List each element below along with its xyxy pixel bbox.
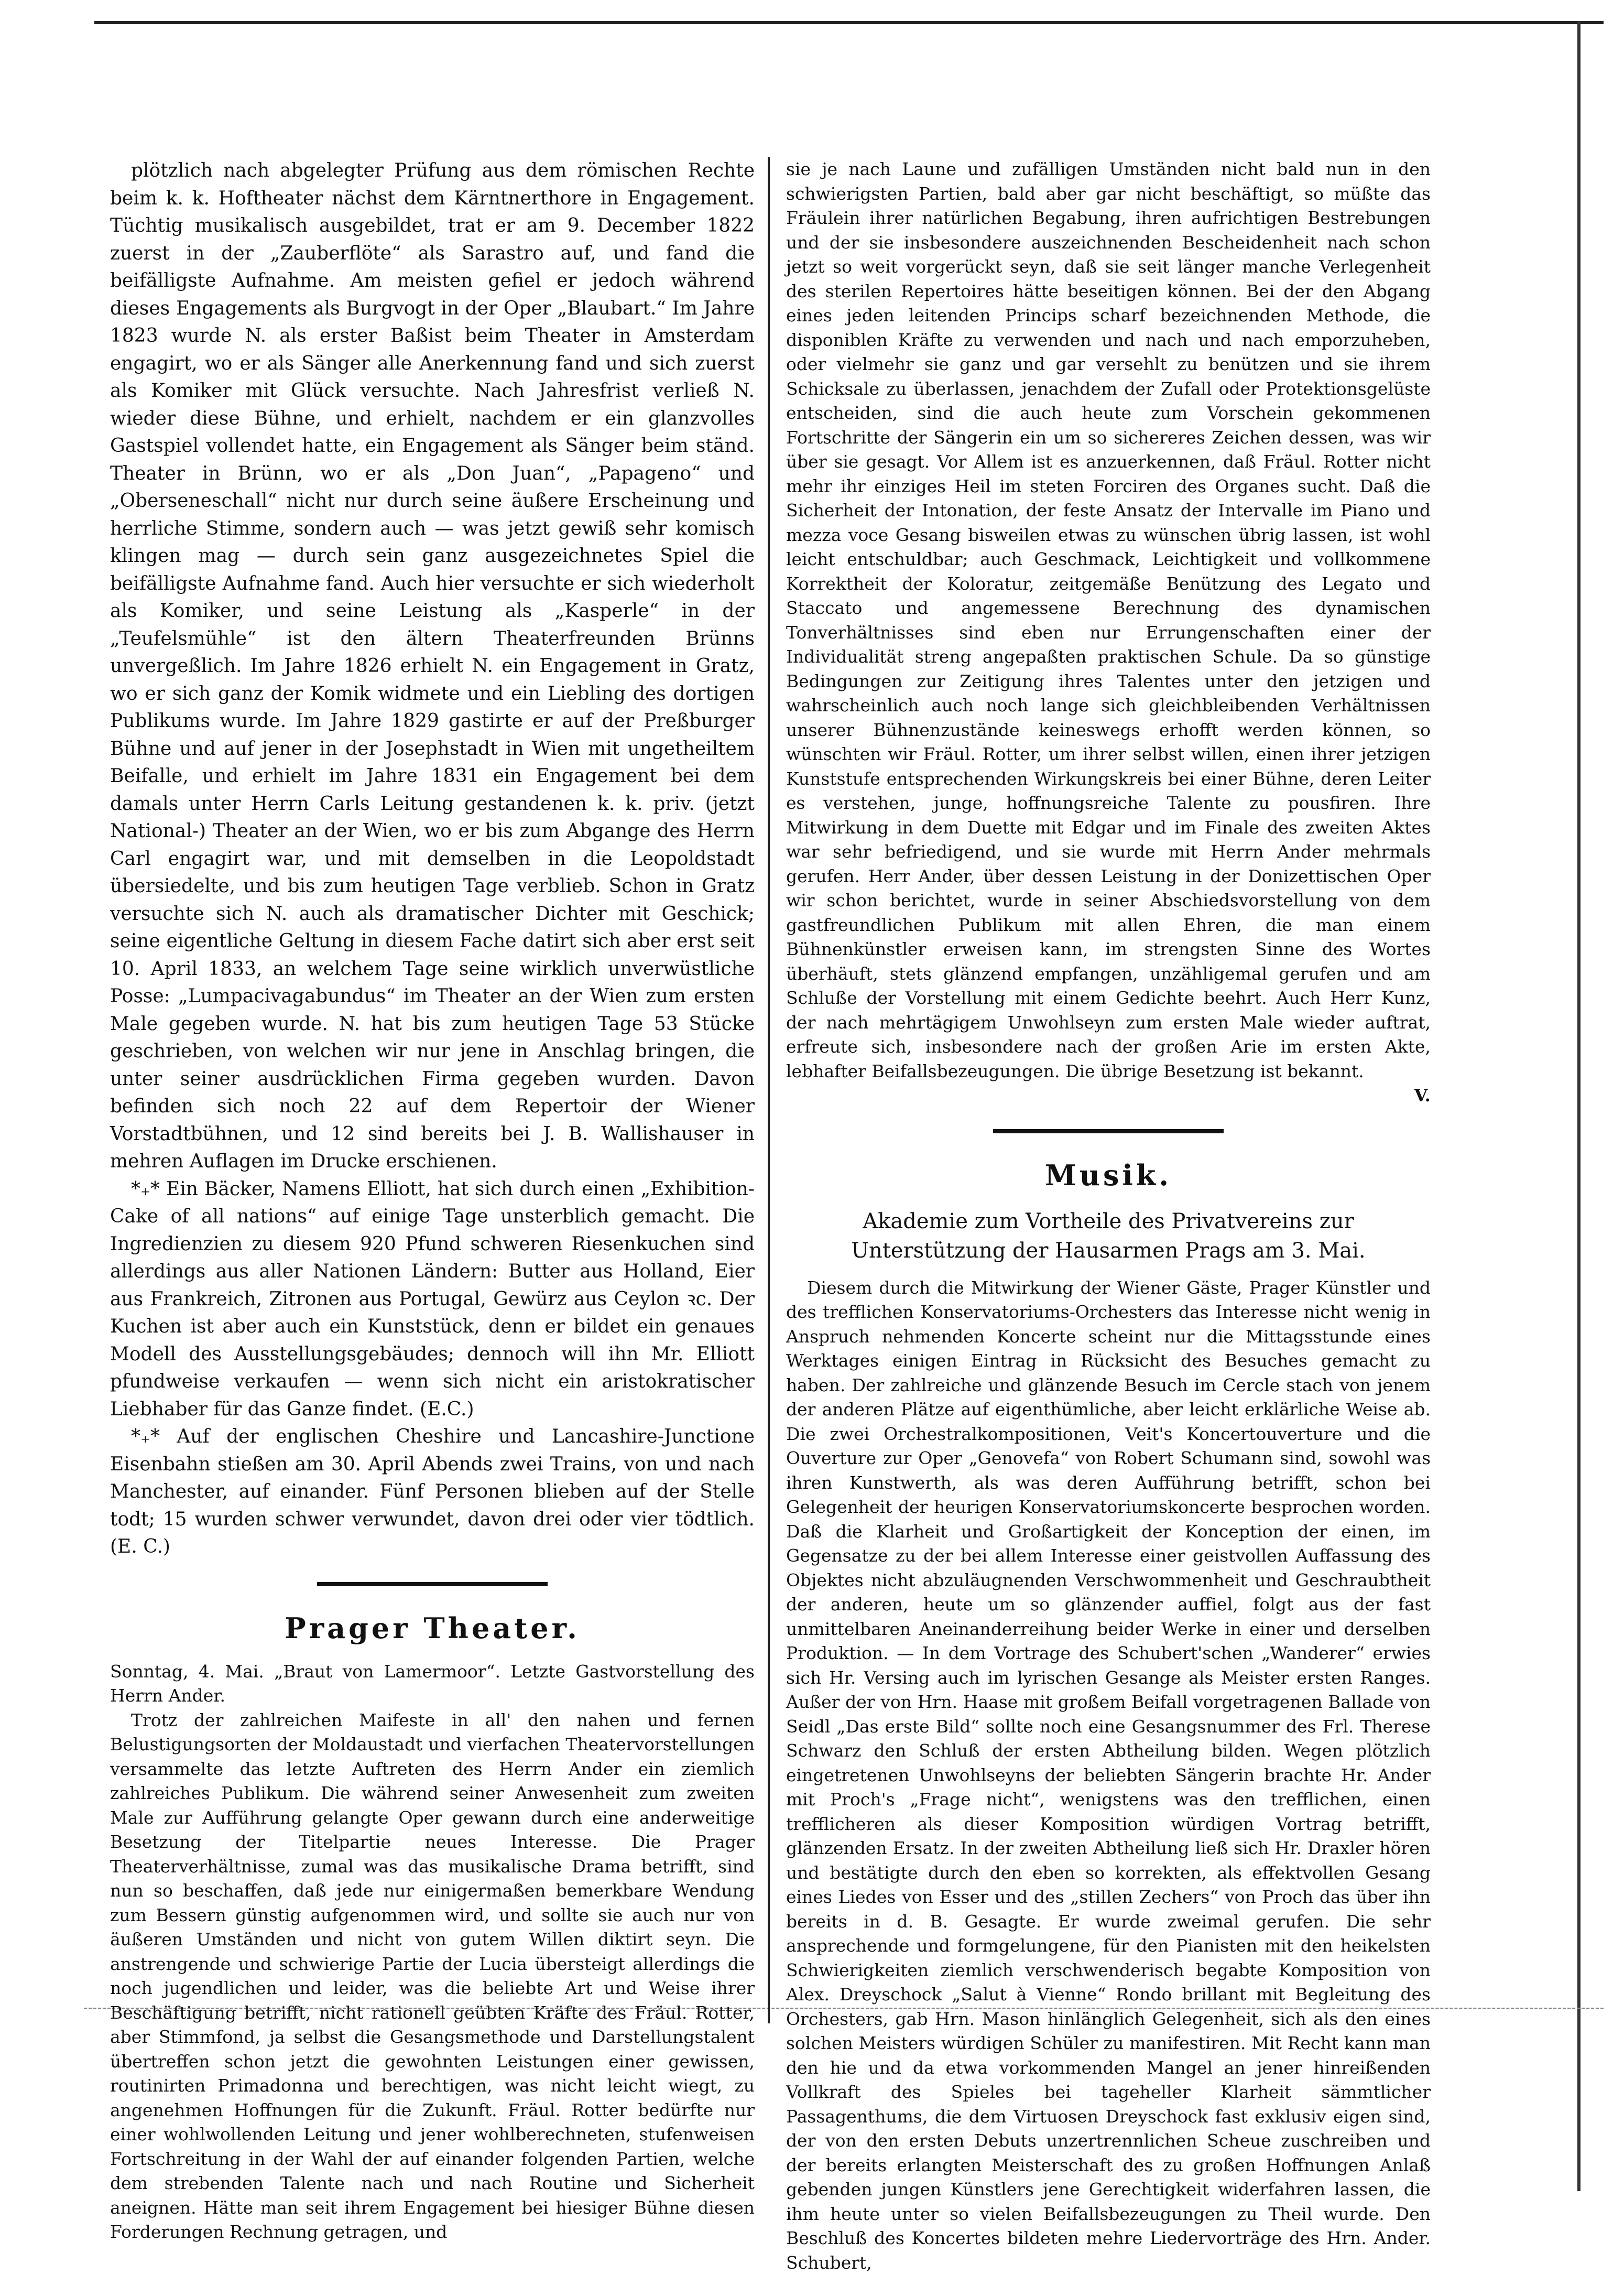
section-divider-right [993,1129,1224,1133]
theater-review-continued: sie je nach Laune und zufälligen Umständen nicht bald nun in den schwierigsten Partien, bald aber gar nicht beschäftigt, so müßte das Fräulein ihrer natürlichen Begabung, ihren aufrichtigen Bestrebungen und der sie insbesondere auszeichnenden Bescheidenheit nach schon jetzt so weit vorgerückt seyn, daß sie seit länger manche Verlegenheit des sterilen Repertoires hätte beseitigen können. Bei der den Abgang eines jeden leitenden Princips scharf bezeichnenden Methode, die disponiblen Kräfte zu verwenden und nach und nach emporzuheben, oder vielmehr sie ganz und gar versehlt zu benützen und sie ihrem Schicksale zu überlassen, jenachdem der Zufall oder Protektionsgelüste entscheiden, sind die auch heute zum Vorschein gekommenen Fortschritte der Sängerin ein um so sichereres Zeichen dessen, was wir über sie gesagt. Vor Allem ist es anzuerkennen, daß Fräul. Rotter nicht mehr ihr einziges Heil im steten Forciren des Organes sucht. Daß die Sicherheit der Intonation, der feste Ansatz der Intervalle im Piano und mezza voce Gesang bisweilen etwas zu wünschen übrig lassen, ist wohl leicht entschuldbar; auch Geschmack, Leichtigkeit und vollkommene Korrektheit der Koloratur, zeitgemäße Benützung des Legato und Staccato und angemessene Berechnung des dynamischen Tonverhältnisses sind eben nur Errungenschaften einer der Individualität streng angepaßten praktischen Schule. Da so günstige Bedingungen zur Zeitigung ihres Talentes unter den jetzigen und wahrscheinlich auch noch lange sich gleichbleibenden Verhältnissen unserer Bühnenzustände keineswegs erhofft werden können, so wünschten wir Fräul. Rotter, um ihrer selbst willen, einen ihrer jetzigen Kunststufe entsprechenden Wirkungskreis bei einer Bühne, deren Leiter es verstehen, junge, hoffnungsreiche Talente zu pousfiren. Ihre Mitwirkung in dem Duette mit Edgar und im Finale des zweiten Aktes war sehr befriedigend, und sie wurde mit Herrn Ander mehrmals gerufen. Herr Ander, über dessen Leistung in der Donizettischen Oper wir schon berichtet, wurde in seiner Abschiedsvorstellung von dem gastfreundlichen Publikum mit allen Ehren, die man einem Bühnenkünstler erweisen kann, im strengsten Sinne des Wortes überhäuft, stets glänzend empfangen, unzähligemal gerufen und am Schluße der Vorstellung mit einem Gedichte beehrt. Auch Herr Kunz, der nach mehrtägigem Unwohlseyn zum ersten Male wieder auftrat, erfreute sich, insbesondere nach der großen Arie im ersten Akte, lebhafter Beifallsbezeugungen. Die übrige Besetzung ist bekannt. [786,157,1431,1084]
review-signature: V. [786,1084,1431,1108]
left-column [110,157,755,2245]
right-column [786,157,1431,2275]
music-review: Diesem durch die Mitwirkung der Wiener Gäste, Prager Künstler und des trefflichen Konservatoriums-Orchesters das Interesse nicht wenig in Anspruch nehmenden Koncerte scheint nur die Mittagsstunde eines Werktages einigen Eintrag in Rücksicht des Besuches gemacht zu haben. Der zahlreiche und glänzende Besuch im Cercle stach von jenem der anderen Plätze auf eigenthümliche, aber leicht erklärliche Weise ab. Die zwei Orchestralkompositionen, Veit's Koncertouverture und die Ouverture zur Oper „Genovefa“ von Robert Schumann sind, sowohl was ihren Kunstwerth, als was deren Aufführung betrifft, schon bei Gelegenheit der heurigen Konservatoriumskoncerte besprochen worden. Daß die Klarheit und Großartigkeit der Konception der einen, im Gegensatze zu der bei allem Interesse einer geistvollen Auffassung des Objektes nicht abzuläugnenden Verschwommenheit und Geschraubtheit der anderen, heute um so glänzender auffiel, folgt aus der fast unmittelbaren Aneinanderreihung beider Werke in einer und derselben Produktion. — In dem Vortrage des Schubert'schen „Wanderer“ erwies sich Hr. Versing auch im lyrischen Gesange als Meister ersten Ranges. Außer der von Hrn. Haase mit großem Beifall vorgetragenen Ballade von Seidl „Das erste Bild“ sollte noch eine Gesangsnummer des Frl. Therese Schwarz den Schluß der ersten Abtheilung bilden. Wegen plötzlich eingetretenen Unwohlseyns der beliebten Sängerin brachte Hr. Ander mit Proch's „Frage nicht“, wenigstens was den trefflichen, einen trefflicheren als dieser Komposition würdigen Vortrag betrifft, glänzenden Ersatz. In der zweiten Abtheilung ließ sich Hr. Draxler hören und bestätigte durch den eben so korrekten, als effektvollen Gesang eines Liedes von Esser und des „stillen Zechers“ von Proch das über ihn bereits in d. B. Gesagte. Er wurde zweimal gerufen. Die sehr ansprechende und formgelungene, für den Pianisten mit den heikelsten Schwierigkeiten ziemlich verschwenderisch begabte Komposition von Alex. Dreyschock „Salut à Vienne“ Rondo brillant mit Begleitung des Orchesters, gab Hrn. Mason hinlänglich Gelegenheit, sich als den eines solchen Meisters würdigen Schüler zu manifestiren. Mit Recht kann man den hie und da etwa vorkommenden Mangel an jener hinreißenden Vollkraft des Spieles bei tageheller Klarheit sämmtlicher Passagenthums, die dem Virtuosen Dreyschock fast exklusiv eigen sind, der von den ersten Debuts unzertrennlichen Scheue zuschreiben und der bereits erlangten Meisterschaft des zu großen Hoffnungen Anlaß gebenden jungen Künstlers jene Gerechtigkeit widerfahren lassen, die ihm heute unter so vielen Beifallsbezeugungen zu Theil wurde. Den Beschluß des Koncertes bildeten mehre Liedervorträge des Hrn. Ander. Schubert, [786,1276,1431,2275]
theater-heading: Prager Theater. [110,1607,755,1649]
news-item-railway: *₊* Auf der englischen Cheshire und Lancashire-Junctione Eisenbahn stießen am 30. April Abends zwei Trains, von und nach Manchester, auf einander. Fünf Personen blieben auf der Stelle todt; 15 wurden schwer verwundet, davon drei oder vier tödtlich. (E. C.) [110,1423,755,1561]
news-item-cake: *₊* Ein Bäcker, Namens Elliott, hat sich durch einen „Exhibition-Cake of all nations“ auf einige Tage unsterblich gemacht. Die Ingredienzien zu diesem 920 Pfund schweren Riesenkuchen sind allerdings aus aller Nationen Ländern: Butter aus Holland, Eier aus Frankreich, Zitronen aus Portugal, Gewürz aus Ceylon ꝛc. Der Kuchen ist aber auch ein Kunststück, denn er bildet ein genaues Modell des Ausstellungsgebäudes; dennoch will ihn Mr. Elliott pfundweise verkaufen — wenn sich nicht ein aristokratischer Liebhaber für das Ganze findet. (E.C.) [110,1176,755,1424]
page-edge-top [94,21,1604,24]
theater-dateline: Sonntag, 4. Mai. „Braut von Lamermoor“. Letzte Gastvorstellung des Herrn Ander. [110,1660,755,1708]
column-divider [768,157,770,2023]
article-biography: plötzlich nach abgelegter Prüfung aus dem römischen Rechte beim k. k. Hoftheater nächst dem Kärntnerthore in Engagement. Tüchtig musikalisch ausgebildet, trat er am 9. December 1822 zuerst in der „Zauberflöte“ als Sarastro auf, und fand die beifälligste Aufnahme. Am meisten gefiel er jedoch während dieses Engagements als Burgvogt in der Oper „Blaubart.“ Im Jahre 1823 wurde N. als erster Baßist beim Theater in Amsterdam engagirt, wo er als Sänger alle Anerkennung fand und sich zuerst als Komiker mit Glück versuchte. Nach Jahresfrist verließ N. wieder diese Bühne, und erhielt, nachdem er ein glanzvolles Gastspiel vollendet hatte, ein Engagement als Sänger beim ständ. Theater in Brünn, wo er als „Don Juan“, „Papageno“ und „Oberseneschall“ nicht nur durch seine äußere Erscheinung und herrliche Stimme, sondern auch — was jetzt gewiß sehr komisch klingen mag — durch sein ganz ausgezeichnetes Spiel die beifälligste Aufnahme fand. Auch hier versuchte er sich wiederholt als Komiker, und seine Leistung als „Kasperle“ in der „Teufelsmühle“ ist den ältern Theaterfreunden Brünns unvergeßlich. Im Jahre 1826 erhielt N. ein Engagement in Gratz, wo er sich ganz der Komik widmete und ein Liebling des dortigen Publikums wurde. Im Jahre 1829 gastirte er auf der Preßburger Bühne und auf jener in der Josephstadt in Wien mit ungetheiltem Beifalle, und erhielt im Jahre 1831 ein Engagement bei dem damals unter Herrn Carls Leitung gestandenen k. k. priv. (jetzt National-) Theater an der Wien, wo er bis zum Abgange des Herrn Carl engagirt war, und mit demselben in die Leopoldstadt übersiedelte, und bis zum heutigen Tage verblieb. Schon in Gratz versuchte sich N. auch als dramatischer Dichter mit Geschick; seine eigentliche Geltung in diesem Fache datirt sich aber erst seit 10. April 1833, an welchem Tage seine wirklich unverwüstliche Posse: „Lumpacivagabundus“ im Theater an der Wien zum ersten Male gegeben wurde. N. hat bis zum heutigen Tage 53 Stücke geschrieben, von welchen wir nur jene in Anschlag bringen, die unter seiner ausdrücklichen Firma gegeben wurden. Davon befinden sich noch 22 auf dem Repertoir der Wiener Vorstadtbühnen, und 12 sind bereits bei J. B. Wallishauser in mehren Auflagen im Drucke erschienen. [110,157,755,1176]
page-edge-right [1577,21,1581,2191]
music-subheading: Akademie zum Vortheile des Privatvereins zur Unterstützung der Hausarmen Prags am 3. Mai. [786,1207,1431,1265]
section-divider [317,1582,548,1586]
music-heading: Musik. [786,1154,1431,1196]
theater-review: Trotz der zahlreichen Maifeste in all' den nahen und fernen Belustigungsorten der Moldaustadt und vierfachen Theatervorstellungen versammelte das letzte Auftreten des Herrn Ander ein ziemlich zahlreiches Publikum. Die während seiner Anwesenheit zum zweiten Male zur Aufführung gelangte Oper gewann durch eine anderweitige Besetzung der Titelpartie neues Interesse. Die Prager Theaterverhältnisse, zumal was das musikalische Drama betrifft, sind nun so beschaffen, daß jede nur einigermaßen bemerkbare Wendung zum Bessern günstig aufgenommen wird, und sollte sie auch nur von äußeren Umständen und nicht von gutem Willen diktirt seyn. Die anstrengende und schwierige Partie der Lucia übersteigt allerdings die noch jugendlichen und leider, was die beliebte Art und Weise ihrer Beschäftigung betrifft, nicht rationell geübten Kräfte des Fräul. Rotter, aber Stimmfond, ja selbst die Gesangsmethode und Darstellungstalent übertreffen schon jetzt die gewohnten Leistungen einer gewissen, routinirten Primadonna und berechtigen, was nicht leicht wiegt, zu angenehmen Hoffnungen für die Zukunft. Fräul. Rotter bedürfte nur einer wohlwollenden Leitung und jener wohlberechneten, stufenweisen Fortschreitung in der Wahl der auf einander folgenden Partien, welche dem strebenden Talente nach und nach Routine und Sicherheit aneignen. Hätte man seit ihrem Engagement bei hiesiger Bühne diesen Forderungen Rechnung getragen, und [110,1708,755,2245]
